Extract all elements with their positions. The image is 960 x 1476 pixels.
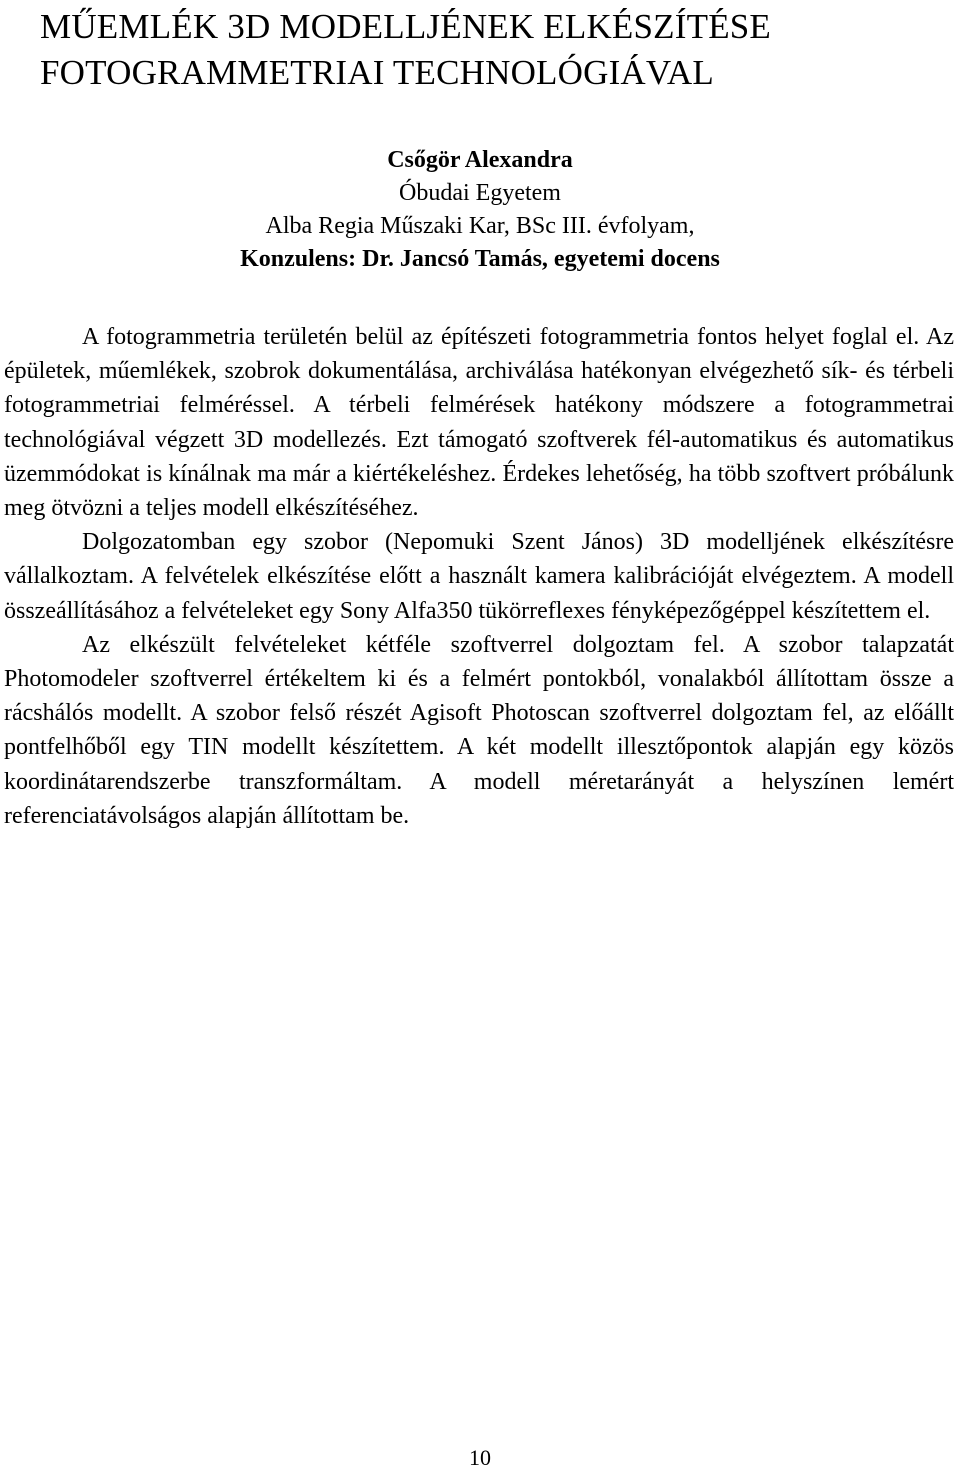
paragraph-3: Az elkészült felvételeket kétféle szoftverrel dolgoztam fel. A szobor talapzatát Photomodeler szoftverrel értékeltem ki és a felmért pontokból, vonalakból állítottam össze a rácshálós modellt. A szobor felső részét Agisoft Photoscan szoftverrel dolgoztam fel, az előállt pontfelhőből egy TIN modellt készítettem. A két modellt illesztőpontok alapján egy közös koordinátarendszerbe transzformáltam. A modell méretarányát a helyszínen lemért referenciatávolságos alapján állítottam be. [4,631,954,829]
paragraph-2: Dolgozatomban egy szobor (Nepomuki Szent János) 3D modelljének elkészítésre vállalkoztam. A felvételek elkészítése előtt a használt kamera kalibrációját elvégeztem. A modell összeállításához a felvételeket egy Sony Alfa350 tükörreflexes fényképezőgéppel készítettem el. [4,529,954,624]
abstract-body [4,320,954,833]
title-line-1: MŰEMLÉK 3D MODELLJÉNEK ELKÉSZÍTÉSE [40,7,772,46]
paragraph-1: A fotogrammetria területén belül az építészeti fotogrammetria fontos helyet foglal el. Az épületek, műemlékek, szobrok dokumentálása, archiválása hatékonyan elvégezhető sík- és térbeli fotogrammetriai felméréssel. A térbeli felmérések hatékony módszere a fotogrammetrai technológiával végzett 3D modellezés. Ezt támogató szoftverek fél-automatikus és automatikus üzemmódokat is kínálnak ma már a kiértékeléshez. Érdekes lehetőség, ha több szoftvert próbálunk meg ötvözni a teljes modell elkészítéséhez. [4,324,954,522]
author-name: Csőgör Alexandra [387,147,573,173]
page-title [40,4,940,96]
title-line-2: FOTOGRAMMETRIAI TECHNOLÓGIÁVAL [40,53,714,92]
author-university: Óbudai Egyetem [399,180,561,206]
page-number: 10 [469,1445,491,1470]
author-advisor: Konzulens: Dr. Jancsó Tamás, egyetemi docens [240,246,720,272]
author-block [0,144,960,276]
author-faculty: Alba Regia Műszaki Kar, BSc III. évfolyam, [265,213,695,239]
